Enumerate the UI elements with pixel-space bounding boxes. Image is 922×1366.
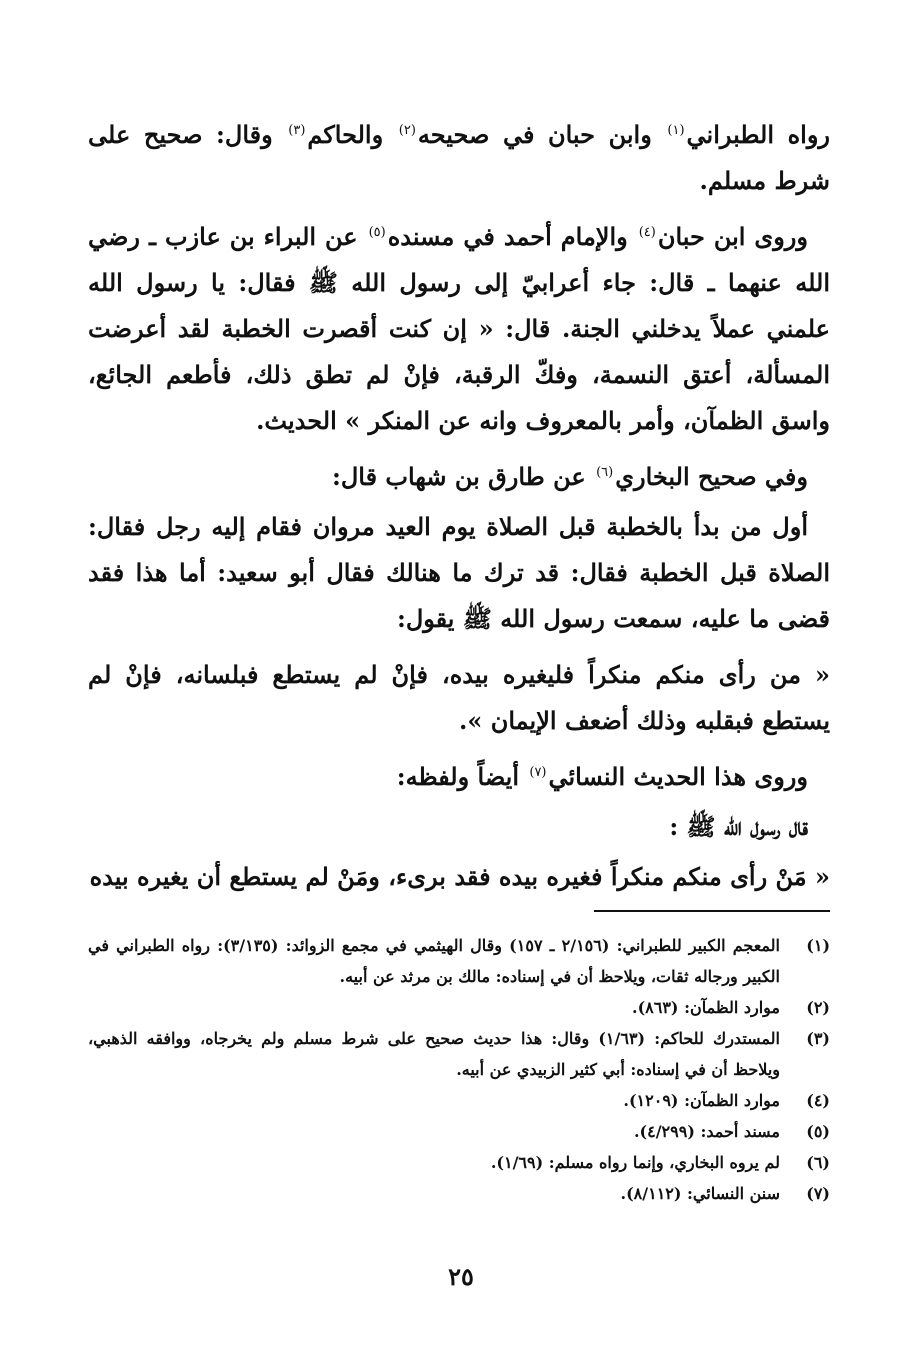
footnote-7 bbox=[88, 1178, 830, 1209]
paragraph-6 bbox=[88, 754, 830, 800]
footnote-ref-2[interactable]: (٢) bbox=[398, 123, 416, 138]
footnote-separator bbox=[594, 910, 830, 912]
text-span: وفي صحيح البخاري bbox=[615, 462, 808, 491]
footnote-text: المستدرك للحاكم: (١/٦٣) وقال: هذا حديث صحيح على شرط مسلم ولم يخرجاه، ووافقه الذهبي، ويلاحظ أن في إسناده: أبي كثير الزبيدي عن أبيه. bbox=[88, 1029, 780, 1079]
hadith-quote-2: « مَنْ رأى منكم منكراً فغيره بيده فقد برىء، ومَنْ لم يستطع أن يغيره بيده bbox=[89, 862, 830, 891]
footnote-3 bbox=[88, 1023, 830, 1085]
page-number: ٢٥ bbox=[448, 1262, 474, 1291]
footnote-text: لم يروه البخاري، وإنما رواه مسلم: (١/٦٩). bbox=[490, 1153, 780, 1172]
paragraph-4: أول من بدأ بالخطبة قبل الصلاة يوم العيد مروان فقام إليه رجل فقال: الصلاة قبل الخطبة فقال: قد ترك ما هنالك فقال أبو سعيد: أما هذا فقد قضى ما عليه، سمعت رسول الله ﷺ يقول: bbox=[88, 512, 830, 633]
paragraph-7: قال رسول الله ﷺ : bbox=[669, 812, 808, 841]
footnote-ref-4[interactable]: (٤) bbox=[638, 225, 656, 240]
text-span: وروى هذا الحديث النسائي bbox=[548, 762, 808, 791]
text-span: عن طارق بن شهاب قال: bbox=[331, 462, 595, 491]
footnote-ref-5[interactable]: (٥) bbox=[368, 225, 386, 240]
text-span: وابن حبان في صحيحه bbox=[417, 120, 666, 149]
footnote-text: موارد الظمآن: (١٢٠٩). bbox=[623, 1091, 780, 1110]
footnote-number: (٣) bbox=[806, 1029, 830, 1048]
footnote-number: (٦) bbox=[806, 1153, 830, 1172]
footnotes bbox=[88, 930, 830, 1209]
paragraph-2 bbox=[88, 214, 830, 444]
text-span: وروى ابن حبان bbox=[657, 222, 808, 251]
footnote-number: (١) bbox=[806, 936, 831, 955]
text-span: عن البراء بن عازب ـ رضي الله عنهما ـ قال: جاء أعرابيّ إلى رسول الله ﷺ فقال: يا رسول الله علمني عملاً يدخلني الجنة. قال: « إن كنت أقصرت الخطبة لقد أعرضت المسألة، أعتق النسمة، وفكّ الرقبة، فإنْ لم تطق ذلك، فأطعم الجائع، واسق الظمآن، وأمر بالمعروف وانه عن المنكر » الحديث. bbox=[88, 222, 830, 435]
footnote-4 bbox=[88, 1085, 830, 1116]
footnote-5 bbox=[88, 1116, 830, 1147]
text-span: رواه الطبراني bbox=[686, 120, 831, 149]
footnote-text: المعجم الكبير للطبراني: (٢/١٥٦ ـ ١٥٧) وقال الهيثمي في مجمع الزوائد: (٣/١٣٥): رواه الطبراني في الكبير ورجاله ثقات، ويلاحظ أن في إسناده: مالك بن مرثد عن أبيه. bbox=[88, 936, 781, 986]
footnote-ref-7[interactable]: (٧) bbox=[529, 765, 547, 780]
text-span: أيضاً ولفظه: bbox=[396, 762, 528, 791]
footnote-ref-3[interactable]: (٣) bbox=[288, 123, 306, 138]
footnote-text: مسند أحمد: (٤/٢٩٩). bbox=[633, 1122, 780, 1141]
footnote-ref-6[interactable]: (٦) bbox=[596, 465, 614, 480]
footnote-number: (٤) bbox=[806, 1091, 830, 1110]
main-text bbox=[88, 112, 830, 904]
footnote-number: (٧) bbox=[806, 1184, 830, 1203]
footnote-ref-1[interactable]: (١) bbox=[667, 123, 685, 138]
text-span: والإمام أحمد في مسنده bbox=[387, 222, 637, 251]
footnote-1 bbox=[88, 930, 830, 992]
footnote-number: (٥) bbox=[806, 1122, 830, 1141]
paragraph-3 bbox=[88, 454, 830, 500]
hadith-quote-1: « من رأى منكم منكراً فليغيره بيده، فإنْ لم يستطع فبلسانه، فإنْ لم يستطع فبقلبه وذلك أضعف الإيمان ». bbox=[88, 660, 830, 735]
footnote-text: سنن النسائي: (٨/١١٢). bbox=[620, 1184, 780, 1203]
footnote-text: موارد الظمآن: (٨٦٣). bbox=[632, 998, 780, 1017]
footnote-number: (٢) bbox=[806, 998, 830, 1017]
text-span: وقال: صحيح على شرط مسلم. bbox=[88, 120, 830, 195]
paragraph-1 bbox=[88, 112, 830, 204]
footnote-2 bbox=[88, 992, 830, 1023]
footnote-6 bbox=[88, 1147, 830, 1178]
text-span: والحاكم bbox=[307, 120, 397, 149]
